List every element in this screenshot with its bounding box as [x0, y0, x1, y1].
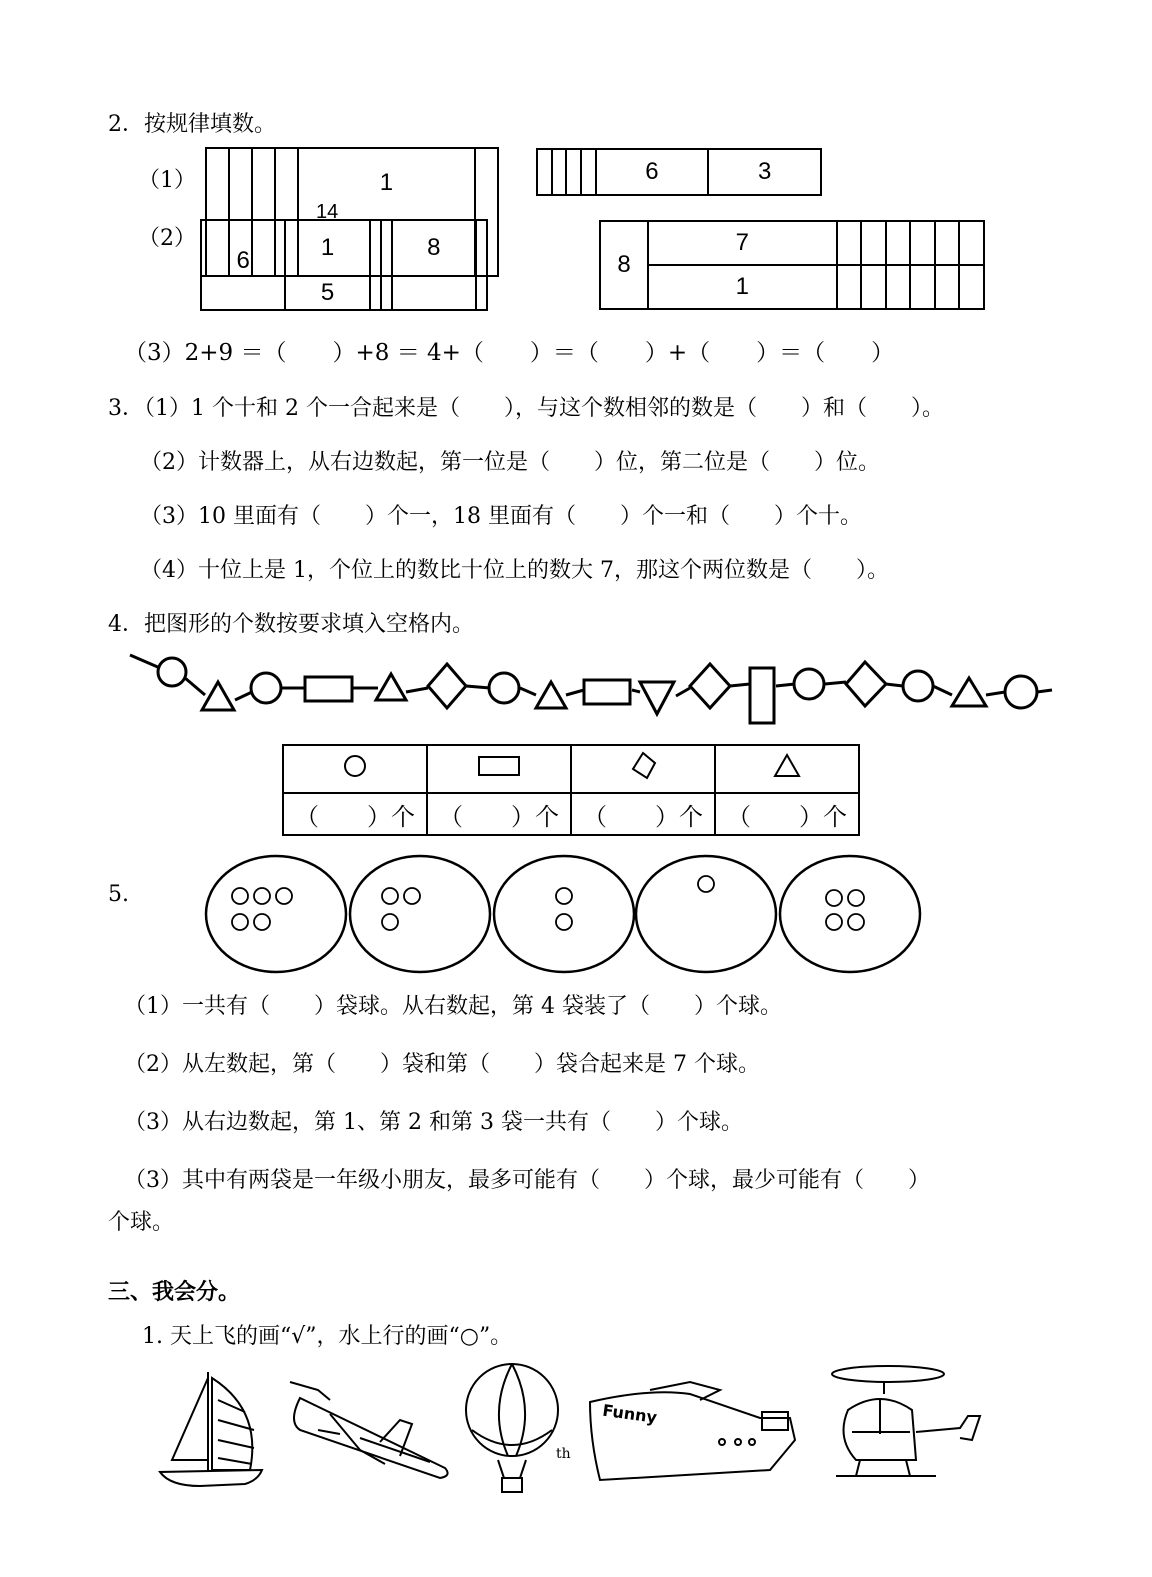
bag-icon	[636, 856, 776, 972]
q2-grid-1b	[536, 148, 822, 196]
diamond-icon	[690, 664, 730, 708]
grid-cell[interactable]: 5	[285, 276, 369, 310]
circle-icon	[251, 673, 281, 703]
grid-cell[interactable]	[861, 265, 886, 309]
circle-icon	[489, 673, 519, 703]
grid-cell[interactable]	[370, 220, 381, 276]
ball-icon	[254, 888, 270, 904]
grid-cell[interactable]	[910, 221, 935, 265]
grid-cell[interactable]: 1	[285, 220, 369, 276]
answer-cell[interactable]: （ ）个	[571, 793, 715, 835]
circle-icon	[345, 756, 365, 776]
grid-cell[interactable]	[392, 276, 476, 310]
ball-icon	[382, 888, 398, 904]
ball-icon	[232, 914, 248, 930]
grid-cell[interactable]	[370, 276, 381, 310]
sailboat-icon	[160, 1372, 262, 1486]
grid-cell[interactable]: 6	[596, 149, 709, 195]
hot-air-balloon-icon	[466, 1364, 558, 1492]
q3-line3: （3）10 里面有（ ）个一，18 里面有（ ）个一和（ ）个十。	[140, 504, 862, 529]
header-cell-triangle	[715, 745, 859, 793]
ball-icon	[382, 914, 398, 930]
grid-cell[interactable]	[566, 149, 581, 195]
grid-cell[interactable]	[935, 221, 960, 265]
boat-icon	[590, 1382, 795, 1480]
q4-title: 4．把图形的个数按要求填入空格内。	[108, 612, 474, 637]
circle-icon	[1005, 676, 1037, 708]
ball-icon	[826, 914, 842, 930]
ball-icon	[698, 876, 714, 892]
q5-line5: 个球。	[108, 1210, 175, 1235]
grid-cell[interactable]	[959, 221, 984, 265]
answer-cell[interactable]: （ ）个	[715, 793, 859, 835]
q3-line2: （2）计数器上，从右边数起，第一位是（ ）位，第二位是（ ）位。	[140, 450, 880, 475]
rectangle-icon	[305, 677, 352, 701]
q2-grid-2a	[200, 219, 488, 311]
header-cell-circle	[283, 745, 427, 793]
ball-bags	[0, 850, 1152, 980]
helicopter-icon	[832, 1366, 980, 1476]
q2-title: 2．按规律填数。	[108, 112, 276, 137]
q5-line1: （1）一共有（ ）袋球。从右数起，第 4 袋装了（ ）个球。	[124, 994, 782, 1019]
grid-cell[interactable]	[381, 220, 392, 276]
grid-cell[interactable]	[476, 220, 487, 276]
q3-line1: 3．（1）1 个十和 2 个一合起来是（ ），与这个数相邻的数是（ ）和（ ）。	[108, 396, 944, 421]
grid-cell[interactable]	[886, 265, 911, 309]
pictures-row	[0, 1360, 1152, 1500]
section3-q1: 1. 天上飞的画“√”，水上行的画“○”。	[142, 1324, 513, 1349]
grid-cell[interactable]	[476, 276, 487, 310]
circle-icon	[794, 669, 824, 699]
q2-part2-label: （2）	[138, 226, 196, 251]
circle-icon	[903, 671, 933, 701]
ball-icon	[556, 888, 572, 904]
grid-cell[interactable]	[537, 149, 552, 195]
triangle-icon	[536, 682, 566, 708]
ball-icon	[556, 914, 572, 930]
grid-cell[interactable]: 7	[648, 221, 837, 265]
tall-rectangle-icon	[750, 668, 774, 723]
grid-cell[interactable]	[381, 276, 392, 310]
rectangle-icon	[584, 680, 630, 704]
answer-cell[interactable]: （ ）个	[283, 793, 427, 835]
header-cell-rectangle	[427, 745, 571, 793]
grid-cell[interactable]: 1	[298, 148, 475, 276]
q5-number: 5.	[108, 882, 129, 907]
q5-line3: （3）从右边数起，第 1、第 2 和第 3 袋一共有（ ）个球。	[124, 1110, 743, 1135]
bag-icon	[350, 856, 490, 972]
grid-cell[interactable]	[552, 149, 567, 195]
grid-cell[interactable]: 6	[201, 220, 285, 276]
grid-cell[interactable]	[837, 221, 862, 265]
ball-icon	[276, 888, 292, 904]
q5-line2: （2）从左数起，第（ ）袋和第（ ）袋合起来是 7 个球。	[124, 1052, 760, 1077]
grid-cell[interactable]	[201, 276, 285, 310]
ball-icon	[848, 890, 864, 906]
stray-text: th	[556, 1446, 571, 1462]
chain-line	[130, 655, 1052, 700]
q2-part1-label: （1）	[138, 168, 196, 193]
grid-cell[interactable]	[959, 265, 984, 309]
triangle-icon	[775, 755, 799, 776]
diamond-icon	[846, 662, 886, 706]
grid-cell[interactable]: 1	[648, 265, 837, 309]
rectangle-icon	[479, 757, 519, 775]
q2-grid-2b	[599, 220, 985, 310]
grid-cell[interactable]	[581, 149, 596, 195]
grid-cell[interactable]	[935, 265, 960, 309]
grid-cell[interactable]	[837, 265, 862, 309]
ball-icon	[254, 914, 270, 930]
circle-icon	[158, 658, 186, 686]
section3-title: 三、我会分。	[108, 1280, 241, 1305]
grid-cell[interactable]	[886, 221, 911, 265]
q5-line4: （3）其中有两袋是一年级小朋友，最多可能有（ ）个球，最少可能有（ ）	[124, 1168, 930, 1193]
grid-cell[interactable]	[910, 265, 935, 309]
q2-part3: （3）2+9 ＝（ ）+8 ＝ 4+（ ）＝（ ）+（ ）＝（ ）	[124, 340, 895, 366]
triangle-icon	[376, 674, 406, 700]
triangle-icon	[202, 682, 234, 710]
ball-icon	[826, 890, 842, 906]
grid-cell[interactable]	[861, 221, 886, 265]
q3-line4: （4）十位上是 1，个位上的数比十位上的数大 7，那这个两位数是（ ）。	[140, 558, 889, 583]
boat-name-label: Funny	[601, 1400, 659, 1428]
grid-cell[interactable]: 8	[392, 220, 476, 276]
grid-cell[interactable]: 3	[708, 149, 821, 195]
airplane-icon	[290, 1382, 448, 1478]
diamond-icon	[428, 664, 466, 708]
ball-icon	[232, 888, 248, 904]
inverted-triangle-icon	[640, 682, 674, 714]
shape-chain	[0, 640, 1152, 730]
bag-icon	[780, 856, 920, 972]
answer-cell[interactable]: （ ）个	[427, 793, 571, 835]
ball-icon	[404, 888, 420, 904]
grid-label-14: 14	[316, 201, 339, 223]
diamond-icon	[633, 753, 655, 778]
triangle-icon	[952, 678, 986, 706]
q4-count-table	[282, 744, 860, 836]
bag-icon	[206, 856, 346, 972]
header-cell-diamond	[571, 745, 715, 793]
grid-cell: 8	[600, 221, 648, 309]
ball-icon	[848, 914, 864, 930]
